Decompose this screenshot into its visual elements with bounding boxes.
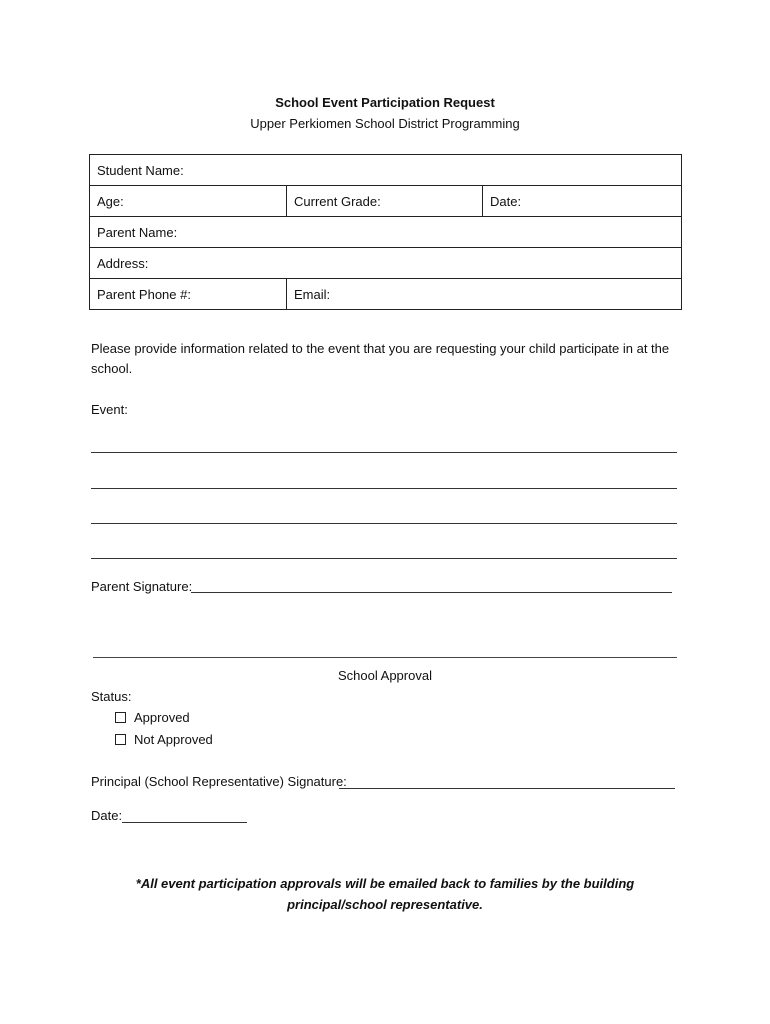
parent-signature-label: Parent Signature: — [91, 579, 193, 594]
form-title: School Event Participation Request — [275, 95, 495, 110]
student-name-field[interactable]: Student Name: — [90, 155, 682, 186]
event-line-4[interactable] — [91, 558, 677, 559]
footnote-text: *All event participation approvals will be emailed back to families by the building principal/school representative. — [135, 876, 635, 912]
not-approved-checkbox[interactable] — [115, 734, 126, 745]
approved-checkbox[interactable] — [115, 712, 126, 723]
status-label: Status: — [91, 689, 132, 704]
approval-date-label: Date: — [91, 808, 123, 823]
parent-name-field[interactable]: Parent Name: — [90, 217, 682, 248]
age-field[interactable]: Age: — [90, 186, 287, 217]
email-field[interactable]: Email: — [287, 279, 682, 310]
parent-phone-field[interactable]: Parent Phone #: — [90, 279, 287, 310]
approved-option[interactable] — [115, 710, 190, 725]
section-divider — [93, 657, 677, 658]
instructions-text: Please provide information related to the event that you are requesting your child participate in at the school. — [91, 341, 670, 376]
event-line-3[interactable] — [91, 523, 677, 524]
student-info-table — [89, 154, 682, 310]
parent-signature-line[interactable] — [191, 592, 672, 593]
school-approval-heading: School Approval — [338, 668, 432, 683]
not-approved-label: Not Approved — [134, 732, 213, 747]
principal-signature-label: Principal (School Representative) Signature: — [91, 774, 347, 789]
event-line-2[interactable] — [91, 488, 677, 489]
form-subtitle: Upper Perkiomen School District Programming — [250, 116, 520, 131]
approved-label: Approved — [134, 710, 190, 725]
principal-signature-line[interactable] — [339, 788, 675, 789]
approval-date-line[interactable] — [122, 822, 247, 823]
not-approved-option[interactable] — [115, 732, 213, 747]
event-label: Event: — [91, 402, 128, 417]
date-field[interactable]: Date: — [483, 186, 682, 217]
address-field[interactable]: Address: — [90, 248, 682, 279]
event-line-1[interactable] — [91, 452, 677, 453]
current-grade-field[interactable]: Current Grade: — [287, 186, 483, 217]
